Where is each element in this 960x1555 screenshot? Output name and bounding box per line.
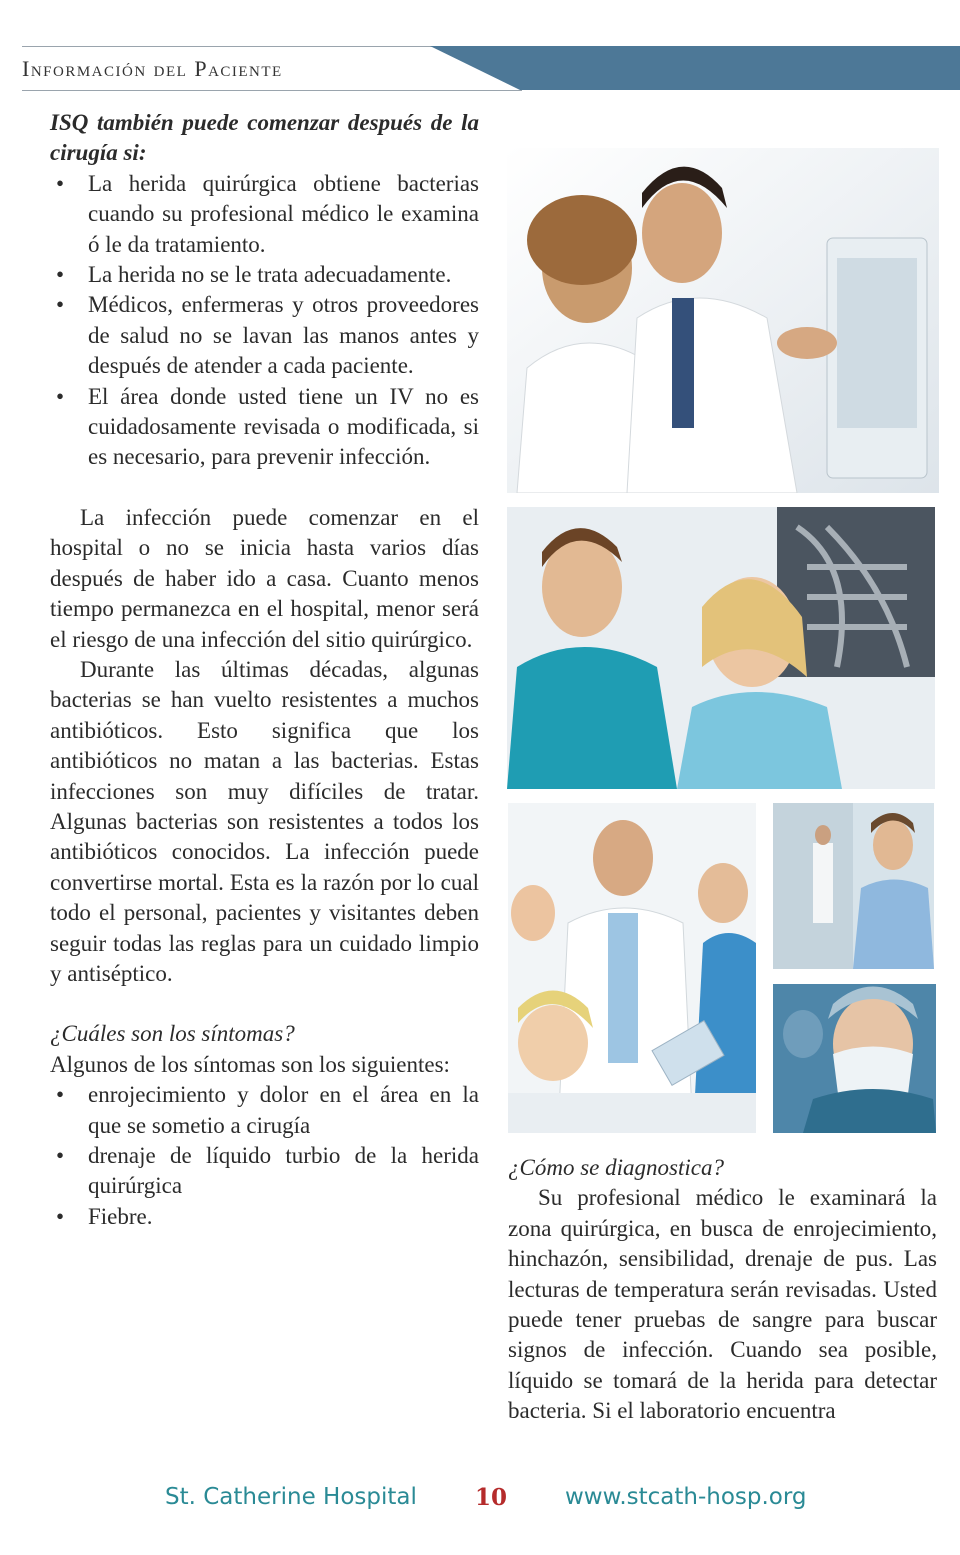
list-item: • El área donde usted tiene un IV no es cuidadosamente revisada o modificada, si es necesario, para prevenir infección.: [50, 382, 479, 473]
list-item: • Médicos, enfermeras y otros proveedores de salud no se lavan las manos antes y después de atender a cada paciente.: [50, 290, 479, 381]
photo-surgeon: [773, 984, 936, 1133]
list-item: • drenaje de líquido turbio de la herida quirúrgica: [50, 1141, 479, 1202]
header-rule-bottom: [22, 90, 522, 91]
paragraph-infection-start: La infección puede comenzar en el hospital o no se inicia hasta varios días después de haber ido a casa. Cuanto menos tiempo permanezca en el hospital, menor será el riesgo de una infección del sitio quirúrgico.: [50, 504, 479, 652]
photo-doctors-monitor: [507, 148, 939, 493]
section-title: Información del Paciente: [22, 56, 283, 81]
footer-hospital-name: St. Catherine Hospital: [165, 1484, 417, 1510]
left-column: [50, 108, 479, 1232]
right-column: [508, 1153, 937, 1427]
symptoms-heading: ¿Cuáles son los síntomas?: [50, 1021, 295, 1047]
diagnosis-heading: ¿Cómo se diagnostica?: [508, 1155, 724, 1180]
paragraph-diagnosis: Su profesional médico le examinará la zona quirúrgica, en busca de enrojecimiento, hinchazón, sensibilidad, drenaje de pus. Las lecturas de temperatura serán revisadas. Usted puede tener pruebas de sangre para buscar signos de infección. Cuando sea posible, líquido se tomará de la herida para detectar bacteria. Si el laboratorio encuentra: [508, 1185, 937, 1424]
footer-website-link[interactable]: www.stcath-hosp.org: [565, 1484, 807, 1510]
list-item: • La herida no se le trata adecuadamente.: [50, 260, 479, 290]
symptoms-bullet-list: [50, 1080, 479, 1232]
photo-medical-team: [508, 803, 756, 1133]
page-number: 10: [475, 1484, 508, 1511]
intro-bullet-list: [50, 169, 479, 473]
symptoms-intro: Algunos de los síntomas son los siguientes:: [50, 1051, 450, 1077]
list-item: • enrojecimiento y dolor en el área en la que se sometio a cirugía: [50, 1080, 479, 1141]
photo-nurse-corridor: [773, 803, 934, 969]
intro-heading: ISQ también puede comenzar después de la cirugía si:: [50, 110, 479, 166]
list-item: • La herida quirúrgica obtiene bacterias cuando su profesional médico le examina ó le da tratamiento.: [50, 169, 479, 260]
list-item: • Fiebre.: [50, 1202, 479, 1232]
photo-xray-review: [507, 507, 935, 789]
header-band: [430, 46, 960, 90]
paragraph-antibiotic-resistance: Durante las últimas décadas, algunas bacterias se han vuelto resistentes a muchos antibióticos. Esto significa que los antibióticos no matan a las bacterias. Estas infecciones son muy difíciles de tratar. Algunas bacterias son resistentes a todos los antibióticos conocidos. La infección puede convertirse mortal. Esta es la razón por lo cual todo el personal, pacientes y visitantes deben seguir todas las reglas para un cuidado limpio y antiséptico.: [50, 656, 479, 986]
